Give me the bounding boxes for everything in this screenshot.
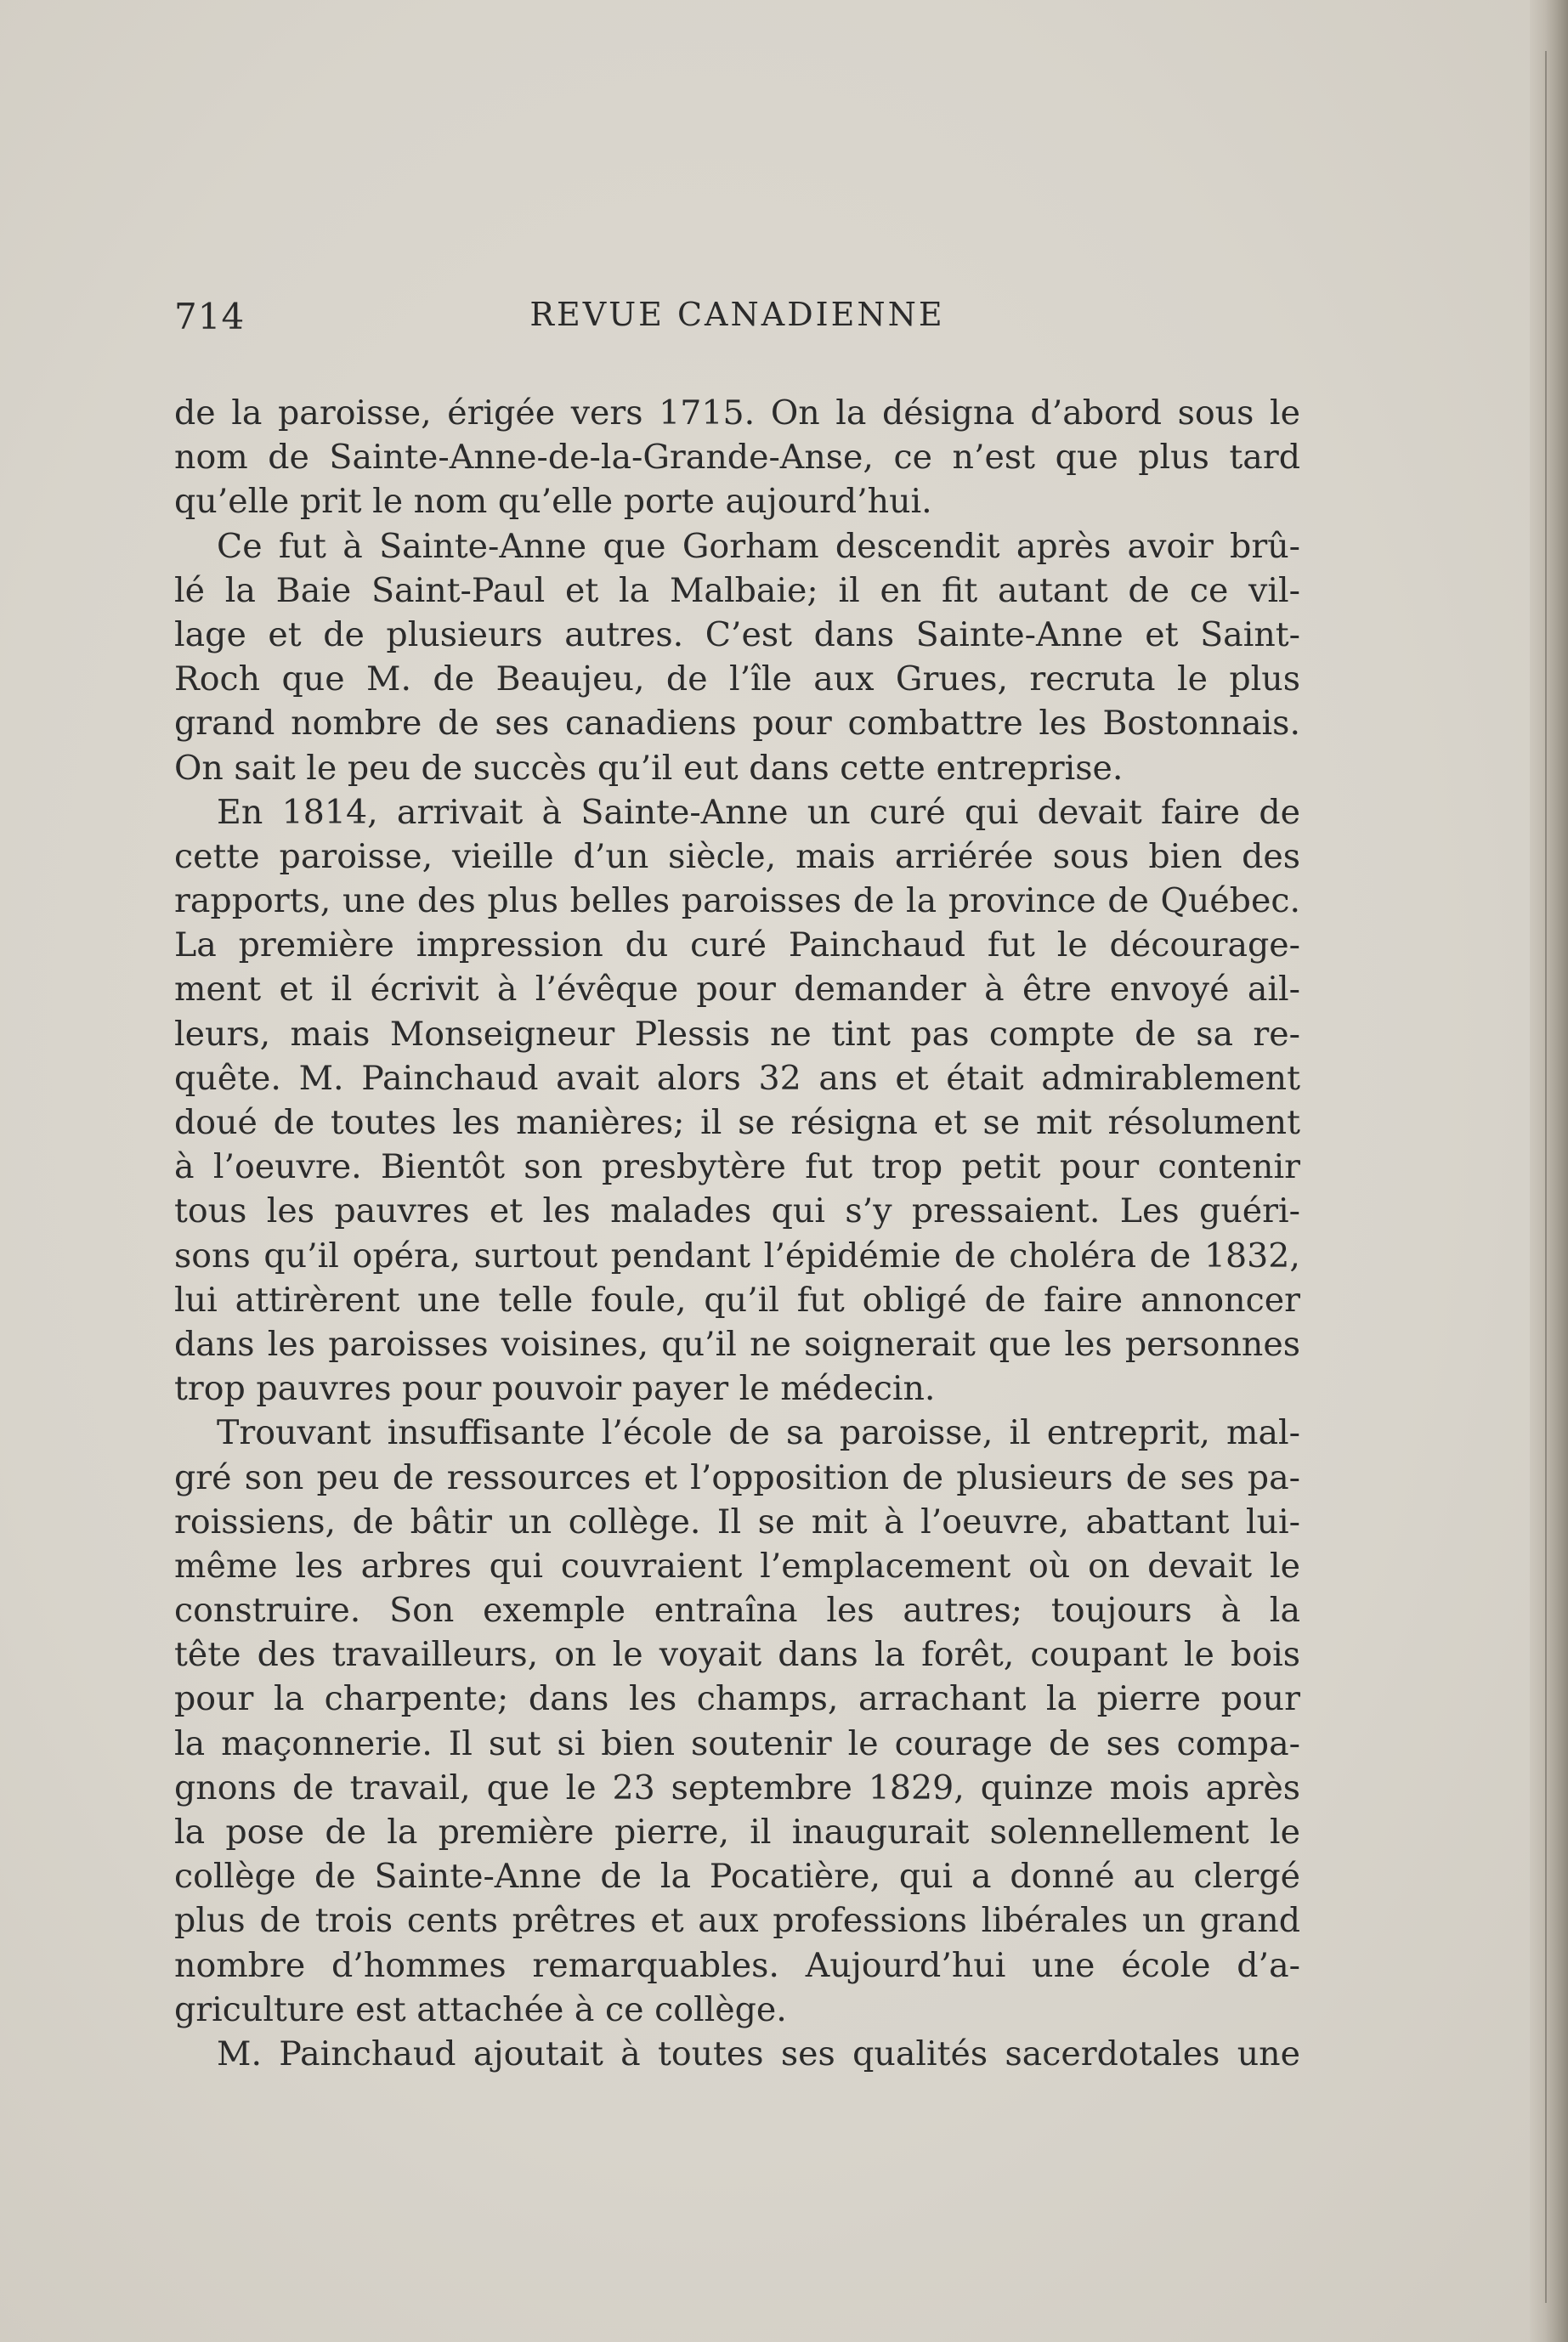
text-line: rapports, une des plus belles paroisses de la province de Québec. [174,881,1300,921]
page-number: 714 [174,296,246,337]
running-title: REVUE CANADIENNE [529,296,945,333]
text-line: sons qu’il opéra, surtout pendant l’épidémie de choléra de 1832, [174,1236,1300,1276]
body-text [174,391,1300,2076]
text-line: de la paroisse, érigée vers 1715. On la désigna d’abord sous le [174,393,1300,433]
text-line: griculture est attachée à ce collège. [174,1989,787,2029]
text-line: dans les paroisses voisines, qu’il ne soignerait que les personnes [174,1324,1300,1364]
text-line: pour la charpente; dans les champs, arrachant la pierre pour [174,1679,1300,1719]
text-line: M. Painchaud ajoutait à toutes ses qualités sacerdotales une [217,2034,1300,2073]
text-line: leurs, mais Monseigneur Plessis ne tint pas compte de sa re- [174,1014,1300,1054]
text-line: doué de toutes les manières; il se résigna et se mit résolument [174,1103,1300,1142]
text-line: Trouvant insuffisante l’école de sa paroisse, il entreprit, mal- [217,1413,1300,1453]
text-line: lage et de plusieurs autres. C’est dans Sainte-Anne et Saint- [174,614,1300,654]
page-edge-line [1545,51,1547,2303]
text-line: En 1814, arrivait à Sainte-Anne un curé qui devait faire de [217,792,1300,832]
text-line: cette paroisse, vieille d’un siècle, mais arriérée sous bien des [174,836,1300,876]
text-line: quête. M. Painchaud avait alors 32 ans et était admirablement [174,1058,1300,1098]
text-line: lé la Baie Saint-Paul et la Malbaie; il en fit autant de ce vil- [174,570,1300,610]
text-line: la pose de la première pierre, il inaugurait solennellement le [174,1813,1300,1852]
text-line: tête des travailleurs, on le voyait dans la forêt, coupant le bois [174,1635,1300,1675]
text-line: à l’oeuvre. Bientôt son presbytère fut trop petit pour contenir [174,1147,1300,1187]
text-line: gnons de travail, que le 23 septembre 1829, quinze mois après [174,1768,1300,1807]
text-line: collège de Sainte-Anne de la Pocatière, qui a donné au clergé [174,1857,1300,1897]
text-line: grand nombre de ses canadiens pour combattre les Bostonnais. [174,704,1300,744]
text-line: tous les pauvres et les malades qui s’y pressaient. Les guéri- [174,1191,1300,1231]
book-spine-shadow [1530,0,1568,2342]
text-line: qu’elle prit le nom qu’elle porte aujourd’hui. [174,482,932,522]
text-line: On sait le peu de succès qu’il eut dans cette entreprise. [174,748,1124,788]
text-line: même les arbres qui couvraient l’emplacement où on devait le [174,1546,1300,1586]
page-header [174,296,1300,347]
text-line: construire. Son exemple entraîna les autres; toujours à la [174,1591,1300,1631]
text-line: la maçonnerie. Il sut si bien soutenir le courage de ses compa- [174,1723,1300,1763]
text-line: nombre d’hommes remarquables. Aujourd’hui une école d’a- [174,1945,1300,1985]
text-line: trop pauvres pour pouvoir payer le médecin. [174,1369,936,1409]
text-line: La première impression du curé Painchaud fut le découragе- [174,925,1300,965]
text-line: lui attirèrent une telle foule, qu’il fut obligé de faire annoncer [174,1280,1300,1320]
text-line: roissiens, de bâtir un collège. Il se mit à l’oeuvre, abattant lui- [174,1502,1300,1542]
text-line: plus de trois cents prêtres et aux professions libérales un grand [174,1901,1300,1941]
text-line: gré son peu de ressources et l’opposition de plusieurs de ses pa- [174,1457,1300,1497]
text-line: ment et il écrivit à l’évêque pour demander à être envoyé ail- [174,970,1300,1010]
text-line: Roch que M. de Beaujeu, de l’île aux Grues, recruta le plus [174,659,1300,699]
text-line: Ce fut à Sainte-Anne que Gorham descendit après avoir brû- [217,526,1300,566]
text-line: nom de Sainte-Anne-de-la-Grande-Anse, ce n’est que plus tard [174,438,1300,478]
